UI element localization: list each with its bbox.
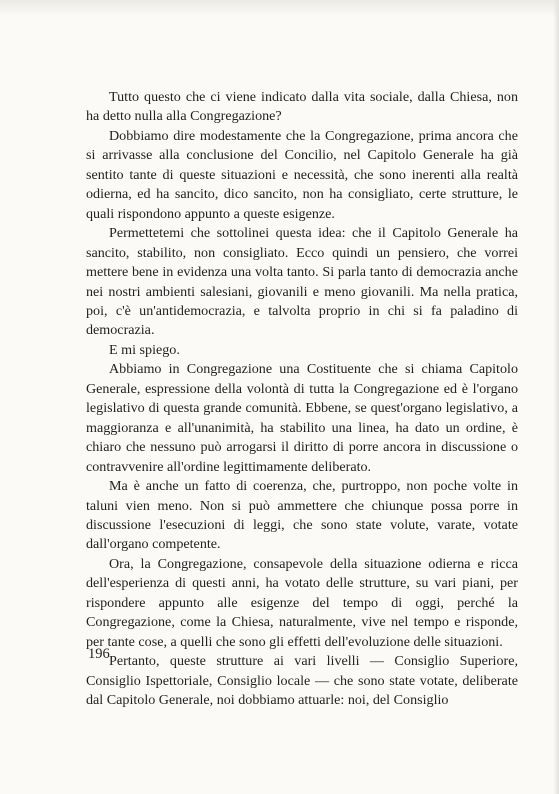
page-body — [86, 88, 518, 711]
paragraph: E mi spiego. — [109, 341, 180, 358]
paragraph: Ora, la Congregazione, consapevole della situazione odierna e ricca dell'esperienza di questi anni, ha votato delle strutture, su vari piani, per rispondere appunto alle esigenze del tempo di oggi, perché la Congregazione, come la Chiesa, naturalmente, vive nel tempo e risponde, per tante cose, a quelli che sono gli effetti dell'evoluzione delle situazioni. — [86, 555, 518, 650]
scan-edge-top — [0, 0, 559, 16]
paragraph: Abbiamo in Congregazione una Costituente che si chiama Capitolo Generale, espressione della volontà di tutta la Congregazione ed è l'organo legislativo di questa grande comunità. Ebbene, se quest'organo legislativo, a maggioranza e all'unanimità, ha stabilito una linea, ha dato un ordine, è chiaro che nessuno può arrogarsi il diritto di porre ancora in discussione o contravvenire all'ordine legittimamente deliberato. — [86, 361, 518, 475]
paragraph: Tutto questo che ci viene indicato dalla vita sociale, dalla Chiesa, non ha detto nulla alla Congregazione? — [86, 89, 518, 125]
paragraph: Dobbiamo dire modestamente che la Congregazione, prima ancora che si arrivasse alla conclusione del Concilio, nel Capitolo Generale ha già sentito tante di queste situazioni e necessità, che sono inerenti alla realtà odierna, ed ha sancito, dico sancito, non ha consigliato, certe strutture, le quali rispondono appunto a queste esigenze. — [86, 127, 518, 222]
paragraph: Ma è anche un fatto di coerenza, che, purtroppo, non poche volte in taluni vien meno. Non si può ammettere che chiunque possa porre in discussione l'esecuzioni di leggi, che sono state volute, varate, votate dall'organo competente. — [86, 478, 518, 553]
paragraph: Permettetemi che sottolinei questa idea: che il Capitolo Generale ha sancito, stabilito, non consigliato. Ecco quindi un pensiero, che vorrei mettere bene in evidenza una volta tanto. Si parla tanto di democrazia anche nei nostri ambienti salesiani, giovanili e meno giovanili. Ma nella pratica, poi, c'è un'antidemocrazia, e talvolta proprio in chi si fa paladino di democrazia. — [86, 225, 518, 339]
page-number: 196 — [88, 646, 110, 662]
paragraph: Pertanto, queste strutture ai vari livelli — Consiglio Superiore, Consiglio Ispettoriale, Consiglio locale — che sono state votate, deliberate dal Capitolo Generale, noi dobbiamo attuarle: noi, del Consiglio — [86, 653, 518, 709]
scan-edge-right — [553, 0, 559, 794]
